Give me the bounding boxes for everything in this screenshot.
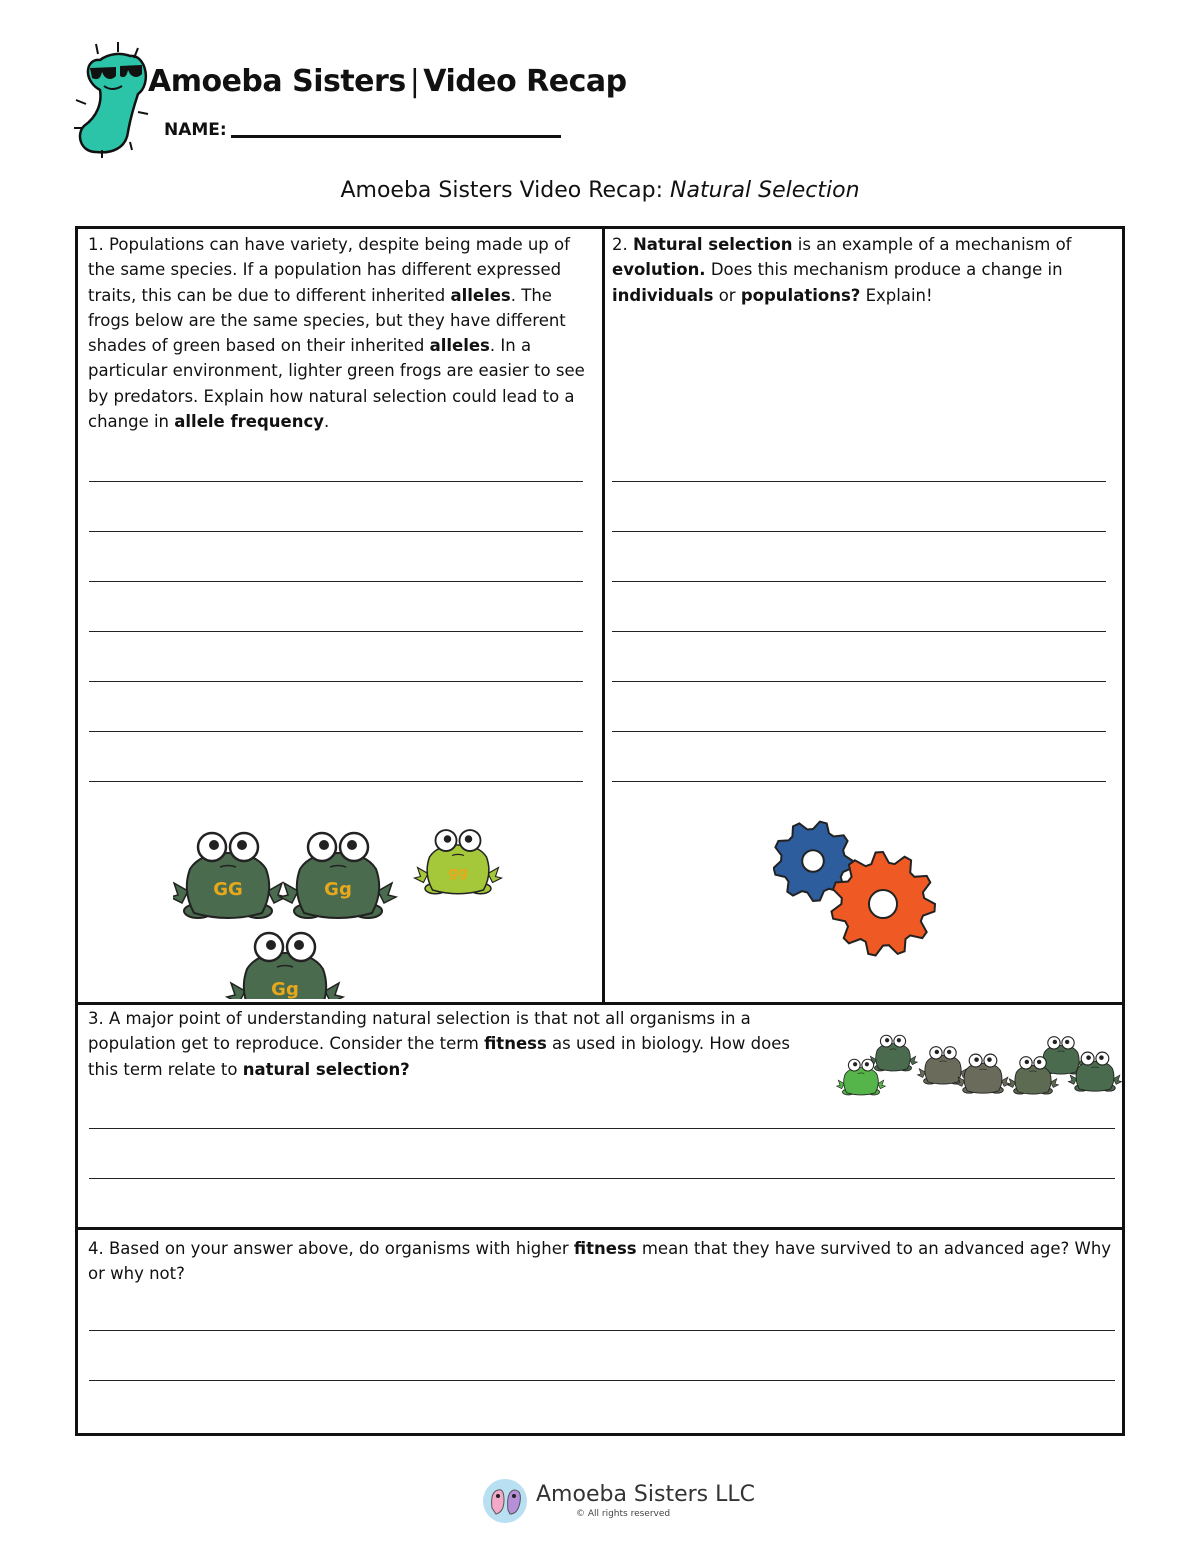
worksheet-title: [0, 178, 1200, 203]
answer-line-q2-2[interactable]: [612, 531, 1106, 532]
name-label: NAME:: [164, 120, 227, 140]
amoeba-sisters-logo-icon: [482, 1478, 528, 1524]
answer-line-q2-1[interactable]: [612, 481, 1106, 482]
answer-line-q2-6[interactable]: [612, 731, 1106, 732]
title-italic: Natural Selection: [670, 178, 860, 203]
answer-line-q2-5[interactable]: [612, 681, 1106, 682]
gears-icon: [773, 819, 953, 959]
answer-line-q1-1[interactable]: [89, 481, 583, 482]
title-plain: Amoeba Sisters Video Recap:: [340, 178, 670, 203]
footer-rights: © All rights reserved: [576, 1509, 671, 1519]
frog-gg-3: [415, 830, 502, 894]
answer-line-q1-3[interactable]: [89, 581, 583, 582]
answer-line-q1-5[interactable]: [89, 681, 583, 682]
brand-title: [148, 64, 627, 99]
answer-line-q3-1[interactable]: [89, 1128, 1115, 1129]
allele-label: GG: [213, 879, 243, 900]
answer-line-q1-6[interactable]: [89, 731, 583, 732]
row-divider-1: [78, 1002, 1122, 1005]
answer-line-q2-3[interactable]: [612, 581, 1106, 582]
footer-brand: [482, 1478, 755, 1524]
row-divider-2: [78, 1227, 1122, 1230]
frog-gg-4: [227, 933, 343, 999]
answer-line-q1-7[interactable]: [89, 781, 583, 782]
allele-label: gg: [448, 864, 468, 881]
footer-company-name: Amoeba Sisters LLC: [536, 1482, 755, 1507]
name-input-line[interactable]: [231, 135, 561, 138]
amoeba-mascot-logo: [72, 40, 156, 158]
answer-line-q4-2[interactable]: [89, 1380, 1115, 1381]
brand-separator: |: [409, 64, 420, 99]
frog-population-illustration: [173, 799, 523, 999]
allele-label: Gg: [324, 879, 352, 900]
answer-line-q2-7[interactable]: [612, 781, 1106, 782]
answer-line-q1-4[interactable]: [89, 631, 583, 632]
brand-left: Amoeba Sisters: [148, 64, 406, 99]
frog-gg-2: [280, 833, 396, 918]
allele-label: Gg: [271, 979, 299, 999]
answer-line-q1-2[interactable]: [89, 531, 583, 532]
answer-line-q4-1[interactable]: [89, 1330, 1115, 1331]
frog-gg-1: [173, 833, 286, 918]
name-field-row: [164, 120, 561, 140]
crowd-frog-4: [956, 1054, 1009, 1093]
frog-crowd-illustration: [833, 1009, 1125, 1109]
crowd-frog-1: [869, 1035, 918, 1071]
answer-line-q2-4[interactable]: [612, 631, 1106, 632]
worksheet-grid: [75, 226, 1125, 1436]
question-3-text: 3. A major point of understanding natural selection is that not all organisms in a population get to reproduce. Consider the term fitness as used in biology. How does this term relate to natural selection?: [88, 1009, 790, 1079]
question-4-text: 4. Based on your answer above, do organisms with higher fitness mean that they have survived to an advanced age? Why or why not?: [88, 1239, 1112, 1284]
answer-line-q3-2[interactable]: [89, 1178, 1115, 1179]
question-2-text: 2. Natural selection is an example of a mechanism of evolution. Does this mechanism produce a change in individuals or populations? Explain!: [612, 235, 1072, 305]
column-divider: [602, 229, 605, 1005]
question-1-text: 1. Populations can have variety, despite being made up of the same species. If a population has different expressed traits, this can be due to different inherited alleles. The frogs below are the same species, but they have different shades of green based on their inherited alleles. In a particular environment, lighter green frogs are easier to see by predators. Explain how natural selection could lead to a change in allele frequency.: [88, 235, 585, 432]
brand-right: Video Recap: [423, 64, 627, 99]
